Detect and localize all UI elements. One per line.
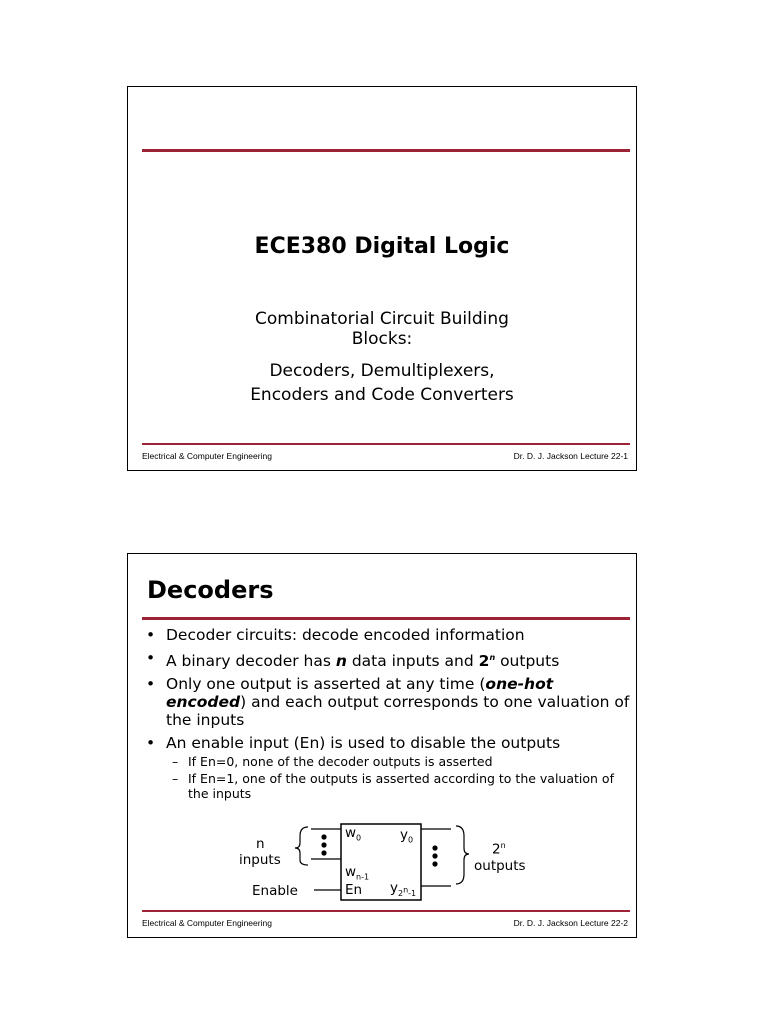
- decoder-diagram-lines: [128, 816, 638, 916]
- enable-pin-label: En: [345, 882, 363, 898]
- slide-heading: Decoders: [147, 576, 274, 604]
- inputs-label: inputs: [239, 852, 281, 868]
- bullet-list: [142, 626, 632, 806]
- output-count-label: 2$^n$: [492, 841, 506, 858]
- footer-rule: [142, 443, 630, 445]
- sub-bullet-item: – If En=0, none of the decoder outputs is asserted: [166, 754, 632, 769]
- input-w0-label: $w_0$: [345, 825, 362, 843]
- header-rule: [142, 149, 630, 152]
- slide-decoders: [127, 553, 637, 938]
- slide-title: [127, 86, 637, 471]
- outputs-label: outputs: [474, 858, 526, 874]
- sub-bullet-list: [166, 754, 632, 801]
- footer-rule: [142, 910, 630, 912]
- footer-department: Electrical & Computer Engineering: [142, 918, 272, 928]
- footer-department: Electrical & Computer Engineering: [142, 451, 272, 461]
- input-count-label: n: [256, 836, 265, 852]
- course-title: ECE380 Digital Logic: [254, 234, 510, 259]
- bullet-item: • Only one output is asserted at any time (one-hot encoded) and each output corresponds to one valuation of the inputs: [142, 675, 632, 729]
- subtitle-line-2: Blocks:: [351, 329, 413, 349]
- output-y2n1-label: $y_{2^n-1}$: [390, 880, 417, 898]
- bullet-item: • A binary decoder has n data inputs and 2$^n$ outputs: [142, 649, 632, 670]
- bullet-item: • Decoder circuits: decode encoded information: [142, 626, 632, 644]
- subtitle-line-3: Decoders, Demultiplexers,: [269, 361, 495, 381]
- input-wn1-label: $w_{n-1}$: [345, 864, 370, 882]
- footer-lecture: Dr. D. J. Jackson Lecture 22-2: [513, 918, 628, 928]
- header-rule: [142, 617, 630, 620]
- subtitle-line-4: Encoders and Code Converters: [250, 385, 514, 405]
- output-y0-label: $y_0$: [400, 827, 414, 845]
- decoder-diagram: [128, 816, 638, 916]
- subtitle-line-1: Combinatorial Circuit Building: [255, 309, 509, 329]
- sub-bullet-item: – If En=1, one of the outputs is asserted according to the valuation of the inputs: [166, 771, 632, 801]
- enable-label: Enable: [252, 883, 298, 899]
- footer-lecture: Dr. D. J. Jackson Lecture 22-1: [513, 451, 628, 461]
- bullet-item: • An enable input (En) is used to disable the outputs – If En=0, none of the decoder outputs is asserted – If En=1, one of the outputs is asserted according to the valuation of the inputs: [142, 734, 632, 801]
